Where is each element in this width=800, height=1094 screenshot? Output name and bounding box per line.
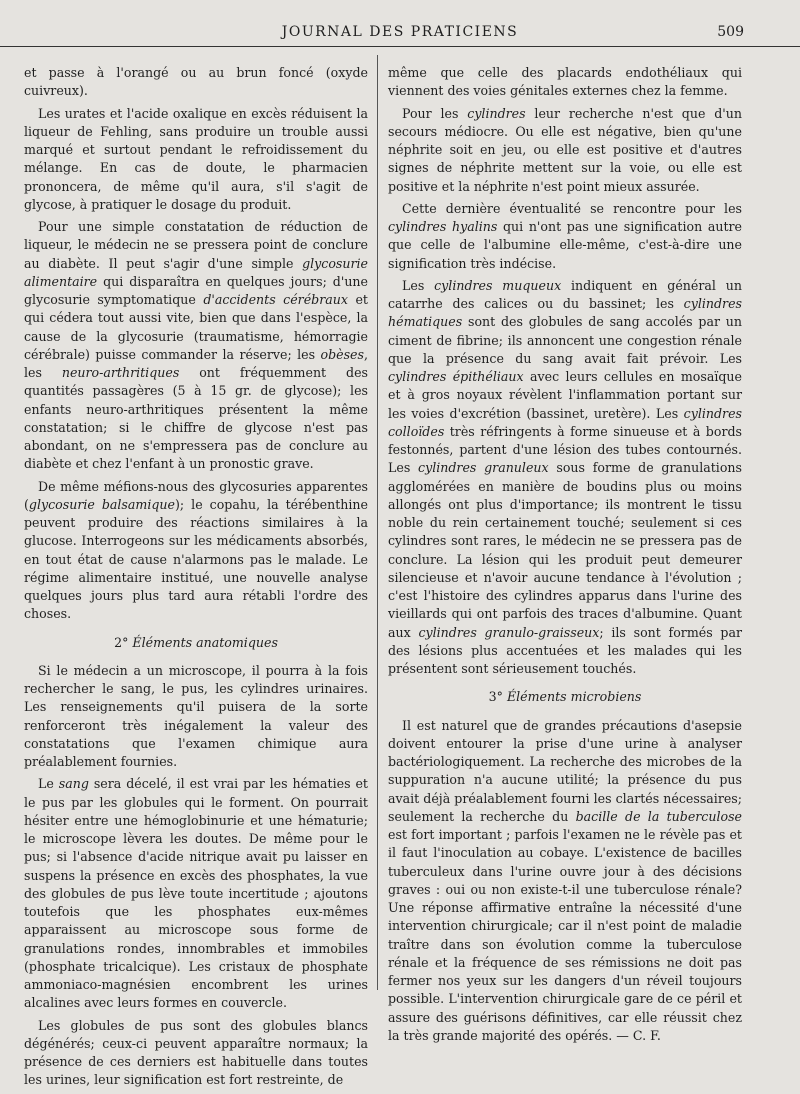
journal-title: JOURNAL DES PRATICIENS [281,24,519,40]
paragraph: Les cylindres muqueux indiquent en général un catarrhe des calices ou du bassinet; les cylindres hématiques sont des globules de sang accolés par un ciment de fibrine; ils annoncent une congestion rénale que la présence du sang avait fait prévoir. Les cylindres épithéliaux avec leurs cellules en mosaïque et à gros noyaux révèlent l'inflammation portant sur les voies d'excrétion (bassinet, uretère). Les cylindres colloïdes très réfringents à forme sinueuse et à bords festonnés, partent d'une lésion des tubes contournés. Les cylindres granuleux sous forme de granulations agglomérées en manière de boudins plus ou moins allongés ont plus d'importance; ils montrent le tissu noble du rein certainement touché; seulement si ces cylindres sont rares, le médecin ne se pressera pas de conclure. La lésion qui les produit peut demeurer silencieuse et n'avoir aucune tendance à l'évolution ; c'est l'histoire des cylindres apparus dans l'urine des vieillards qui ont parfois des traces d'albumine. Quant aux cylindres granulo-graisseux; ils sont formés par des lésions plus accentuées et les malades qui les présentent sont sérieusement touchés. [388,277,742,676]
section-heading: 2° Éléments anatomiques [114,634,278,650]
paragraph: et passe à l'orangé ou au brun foncé (oxyde cuivreux). [24,65,368,99]
paragraph: Les urates et l'acide oxalique en excès réduisent la liqueur de Fehling, sans produire un trouble aussi marqué et surtout pendant le refroidissement du mélange. En cas de doute, le pharmacien prononcera, de même qu'il aura, s'il s'agit de glycose, à pratiquer le dosage du produit. [24,105,368,212]
page-number: 509 [717,24,744,40]
paragraph: Pour les cylindres leur recherche n'est que d'un secours médiocre. Ou elle est négative, bien qu'une néphrite soit en jeu, ou elle est positive et d'autres signes de néphrite mettent sur la voie, ou elle est positive et la néphrite n'est point mieux assurée. [388,105,742,194]
section-heading: 3° Éléments microbiens [488,689,642,705]
paragraph: Le sang sera décelé, il est vrai par les hématies et le pus par les globules qui le forment. On pourrait hésiter entre une hémoglobinurie et une hématurie; le microscope lèvera les doutes. De même pour le pus; si l'absence d'acide nitrique avait pu laisser en suspens la présence en excès des phosphates, la vue des globules de pus lève toute incertitude ; ajoutons toutefois que les phosphates eux-mêmes apparaissent au microscope sous forme de granulations rondes, innombrables et immobiles (phosphate tricalcique). Les cristaux de phosphate ammoniaco-magnésien encombrent les urines alcalines avec leurs formes en couvercle. [24,776,368,1011]
paragraph: Pour une simple constatation de réduction de liqueur, le médecin ne se pressera point de conclure au diabète. Il peut s'agir d'une simple glycosurie alimentaire qui disparaîtra en quelques jours; d'une glycosurie symptomatique d'accidents cérébraux et qui cédera tout aussi vite, bien que dans l'espèce, la cause de la glycosurie (traumatisme, hémorragie cérébrale) puisse commander la réserve; les obèses, les neuro-arthritiques ont fréquemment des quantités passagères (5 à 15 gr. de glycose); les enfants neuro-arthritiques présentent la même constatation; si le chiffre de glycose n'est pas abondant, on ne s'empressera pas de conclure au diabète et chez l'enfant à un pronostic grave. [24,219,368,472]
paragraph: Si le médecin a un microscope, il pourra à la fois rechercher le sang, le pus, les cylindres urinaires. Les renseignements qu'il puisera de la sorte renforceront très inégalement la valeur des constatations que l'examen chimique aura préalablement fournies. [24,662,368,769]
paragraph: Les globules de pus sont des globules blancs dégénérés; ceux-ci peuvent apparaître normaux; la présence de ces derniers est habituelle dans toutes les urines, leur signification est fort restreinte, de [24,1017,368,1088]
running-header [0,22,800,47]
paragraph: Cette dernière éventualité se rencontre pour les cylindres hyalins qui n'ont pas une signification autre que celle de l'albumine elle-même, c'est-à-dire une signification très indécise. [388,200,743,271]
left-column [24,64,368,1094]
column-divider [377,55,378,990]
paragraph: Il est naturel que de grandes précautions d'asepsie doivent entourer la prise d'une urine à analyser bactériologiquement. La recherche des microbes de la suppuration n'a aucune utilité; la présence du pus avait déjà préalablement fourni les clartés nécessaires; seulement la recherche du bacille de la tuberculose est fort important ; parfois l'examen ne le révèle pas et il faut l'inoculation au cobaye. L'existence de bacilles tuberculeux dans l'urine ouvre jour à des décisions graves : oui ou non existe-t-il une tuberculose rénale? Une réponse affirmative entraîne la nécessité d'une intervention chirurgicale; car il n'est point de maladie traître dans son évolution comme la tuberculose rénale et la fréquence de ses rémissions ne doit pas fermer nos yeux sur les dangers d'un réveil toujours possible. L'intervention chirurgicale gare de ce péril et assure des guérisons définitives, car elle réussit chez la très grande majorité des opérés. — C. F. [388,717,742,1043]
paragraph: même que celle des placards endothéliaux qui viennent des voies génitales externes chez la femme. [388,65,742,99]
right-column [388,64,742,1049]
paragraph: De même méfions-nous des glycosuries apparentes (glycosurie balsamique); le copahu, la térébenthine peuvent produire des réactions similaires à la glucose. Interrogeons sur les médicaments absorbés, en tout état de cause n'alarmons pas le malade. Le régime alimentaire institué, une nouvelle analyse quelques jours plus tard aura rétabli l'ordre des choses. [24,478,368,622]
